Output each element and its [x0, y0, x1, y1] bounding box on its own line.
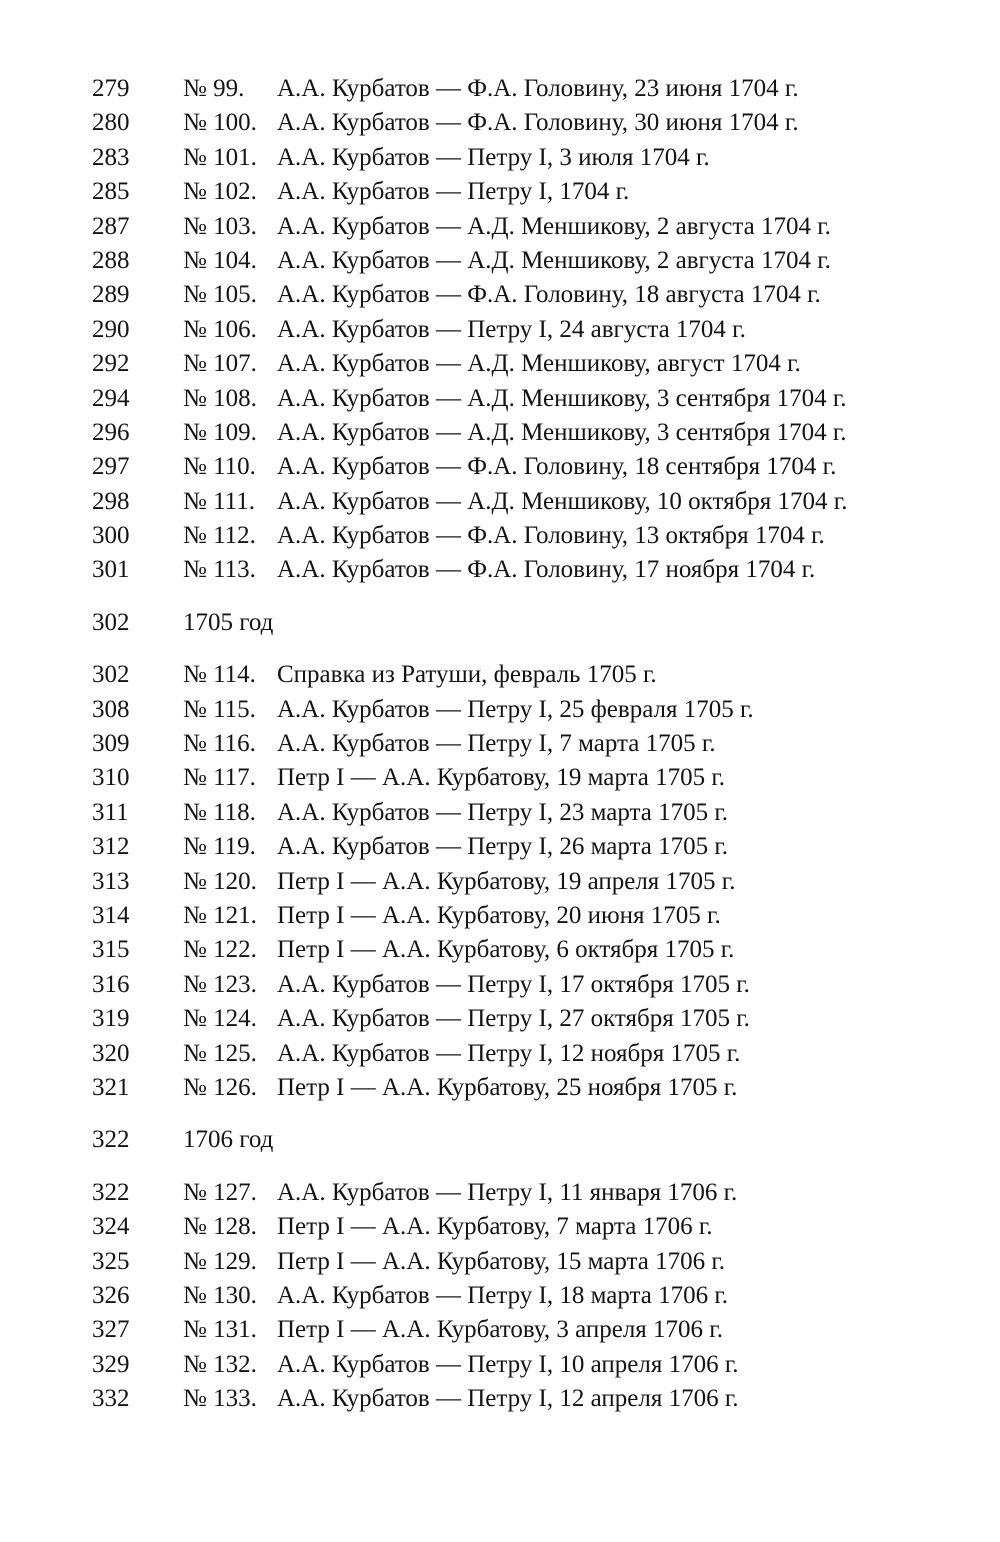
page-number: 311 [92, 798, 129, 826]
entry-title: А.А. Курбатов — Петру I, 17 октября 1705 г. [277, 970, 750, 998]
document-number: № 126. [183, 1073, 257, 1101]
page-number: 280 [92, 109, 130, 137]
entry-title: А.А. Курбатов — Петру I, 11 января 1706 г. [277, 1178, 738, 1206]
page-number: 296 [92, 418, 130, 446]
document-number: № 100. [183, 109, 257, 137]
toc-entry [0, 658, 1000, 692]
page-number: 324 [92, 1213, 130, 1241]
year-title: 1705 год [183, 608, 274, 636]
page-number: 289 [92, 281, 130, 309]
page-number: 321 [92, 1073, 130, 1101]
document-number: № 102. [183, 178, 257, 206]
entry-title: А.А. Курбатов — Петру I, 7 марта 1705 г. [277, 730, 716, 758]
page-number: 310 [92, 764, 130, 792]
page-number: 309 [92, 730, 130, 758]
page-number: 287 [92, 212, 130, 240]
toc-entry [0, 1071, 1000, 1105]
toc-entry [0, 865, 1000, 899]
document-number: № 103. [183, 212, 257, 240]
document-number: № 125. [183, 1039, 257, 1067]
entry-title: А.А. Курбатов — Ф.А. Головину, 23 июня 1704 г. [277, 75, 799, 102]
year-heading-1706 [0, 1123, 1000, 1157]
toc-entry [0, 761, 1000, 795]
toc-entry [0, 1313, 1000, 1347]
page-number: 322 [92, 1178, 130, 1206]
entry-title: Петр I — А.А. Курбатову, 3 апреля 1706 г. [277, 1316, 723, 1344]
page-number: 292 [92, 350, 130, 378]
document-number: № 115. [183, 695, 256, 723]
page-number: 327 [92, 1316, 130, 1344]
page-number: 302 [92, 661, 130, 689]
entry-title: А.А. Курбатов — Ф.А. Головину, 17 ноября 1704 г. [277, 556, 816, 584]
toc-entry [0, 1002, 1000, 1036]
section-gap [0, 1105, 1000, 1123]
page-number: 319 [92, 1005, 130, 1033]
entry-title: А.А. Курбатов — Петру I, 3 июля 1704 г. [277, 143, 710, 171]
page-number: 297 [92, 453, 130, 481]
page-number: 290 [92, 315, 130, 343]
page-number: 314 [92, 901, 130, 929]
toc-entry [0, 553, 1000, 587]
section-1704 [0, 72, 1000, 588]
toc-entry [0, 1245, 1000, 1279]
document-number: № 133. [183, 1385, 257, 1413]
document-number: № 119. [183, 833, 256, 861]
page-number: 313 [92, 867, 130, 895]
entry-title: Петр I — А.А. Курбатову, 19 апреля 1705 г. [277, 867, 736, 895]
document-number: № 110. [183, 453, 256, 481]
entry-title: А.А. Курбатов — А.Д. Меншикову, 2 августа 1704 г. [277, 212, 831, 240]
entry-title: Петр I — А.А. Курбатову, 20 июня 1705 г. [277, 901, 721, 929]
toc-entry [0, 175, 1000, 209]
document-number: № 117. [183, 764, 256, 792]
document-number: № 116. [183, 730, 256, 758]
document-number: № 123. [183, 970, 257, 998]
toc-entry [0, 899, 1000, 933]
entry-title: А.А. Курбатов — Петру I, 24 августа 1704 г. [277, 315, 746, 343]
entry-title: Петр I — А.А. Курбатову, 7 марта 1706 г. [277, 1213, 713, 1241]
page-number: 322 [92, 1126, 130, 1154]
entry-title: Петр I — А.А. Курбатову, 19 марта 1705 г. [277, 764, 725, 792]
toc-entry [0, 519, 1000, 553]
toc-entry [0, 313, 1000, 347]
table-of-contents [0, 72, 1000, 1416]
page-number: 285 [92, 178, 130, 206]
entry-title: А.А. Курбатов — Ф.А. Головину, 30 июня 1704 г. [277, 109, 799, 137]
document-number: № 121. [183, 901, 257, 929]
document-number: № 130. [183, 1281, 257, 1309]
entry-title: А.А. Курбатов — А.Д. Меншикову, 10 октября 1704 г. [277, 487, 848, 515]
document-number: № 106. [183, 315, 257, 343]
entry-title: А.А. Курбатов — Петру I, 26 марта 1705 г. [277, 833, 729, 861]
page-number: 316 [92, 970, 130, 998]
document-number: № 107. [183, 350, 257, 378]
toc-entry [0, 693, 1000, 727]
entry-title: А.А. Курбатов — Петру I, 10 апреля 1706 г. [277, 1350, 739, 1378]
page-number: 329 [92, 1350, 130, 1378]
toc-entry [0, 244, 1000, 278]
page-number: 288 [92, 246, 130, 274]
page-number: 332 [92, 1385, 130, 1413]
entry-title: А.А. Курбатов — А.Д. Меншикову, 2 августа 1704 г. [277, 246, 831, 274]
document-number: № 118. [183, 798, 256, 826]
page-number: 325 [92, 1247, 130, 1275]
toc-entry [0, 1037, 1000, 1071]
page-number: 298 [92, 487, 130, 515]
section-1706 [0, 1176, 1000, 1417]
page-number: 326 [92, 1281, 130, 1309]
entry-title: А.А. Курбатов — Петру I, 25 февраля 1705 г. [277, 695, 754, 723]
page-number: 283 [92, 143, 130, 171]
entry-title: А.А. Курбатов — Петру I, 18 марта 1706 г. [277, 1281, 729, 1309]
document-number: № 128. [183, 1213, 257, 1241]
document-number: № 114. [183, 661, 256, 689]
entry-title: Петр I — А.А. Курбатову, 6 октября 1705 г. [277, 936, 735, 964]
entry-title: А.А. Курбатов — Петру I, 1704 г. [277, 178, 630, 206]
entry-title: Петр I — А.А. Курбатову, 25 ноября 1705 г. [277, 1073, 738, 1101]
entry-title: А.А. Курбатов — Петру I, 27 октября 1705 г. [277, 1005, 750, 1033]
document-number: № 124. [183, 1005, 257, 1033]
page-number: 308 [92, 695, 130, 723]
section-1705 [0, 658, 1000, 1105]
section-gap [0, 640, 1000, 658]
year-title: 1706 год [183, 1126, 274, 1154]
entry-title: А.А. Курбатов — А.Д. Меншикову, август 1704 г. [277, 350, 801, 378]
document-number: № 131. [183, 1316, 257, 1344]
entry-title: А.А. Курбатов — Петру I, 12 ноября 1705 г. [277, 1039, 741, 1067]
page-number: 279 [92, 75, 130, 102]
document-number: № 111. [183, 487, 255, 515]
toc-entry [0, 796, 1000, 830]
toc-entry [0, 450, 1000, 484]
toc-entry [0, 278, 1000, 312]
document-number: № 132. [183, 1350, 257, 1378]
document-number: № 122. [183, 936, 257, 964]
page-number: 320 [92, 1039, 130, 1067]
entry-title: А.А. Курбатов — Петру I, 23 марта 1705 г. [277, 798, 729, 826]
toc-entry [0, 1348, 1000, 1382]
entry-title: А.А. Курбатов — Ф.А. Головину, 13 октября 1704 г. [277, 522, 825, 550]
document-number: № 113. [183, 556, 256, 584]
page-number: 301 [92, 556, 130, 584]
entry-title: Петр I — А.А. Курбатову, 15 марта 1706 г. [277, 1247, 725, 1275]
document-number: № 99. [183, 75, 245, 102]
page-number: 315 [92, 936, 130, 964]
entry-title: А.А. Курбатов — А.Д. Меншикову, 3 сентября 1704 г. [277, 384, 847, 412]
toc-entry [0, 1210, 1000, 1244]
toc-entry [0, 416, 1000, 450]
toc-entry [0, 933, 1000, 967]
year-heading-1705 [0, 606, 1000, 640]
document-number: № 109. [183, 418, 257, 446]
document-number: № 112. [183, 522, 256, 550]
entry-title: А.А. Курбатов — Петру I, 12 апреля 1706 г. [277, 1385, 739, 1413]
toc-entry [0, 382, 1000, 416]
toc-entry [0, 1176, 1000, 1210]
entry-title: А.А. Курбатов — А.Д. Меншикову, 3 сентября 1704 г. [277, 418, 847, 446]
toc-entry [0, 1279, 1000, 1313]
toc-entry [0, 106, 1000, 140]
page-number: 294 [92, 384, 130, 412]
toc-entry [0, 1382, 1000, 1416]
document-number: № 127. [183, 1178, 257, 1206]
document-number: № 101. [183, 143, 257, 171]
toc-entry [0, 485, 1000, 519]
toc-entry [0, 968, 1000, 1002]
toc-entry [0, 830, 1000, 864]
document-number: № 120. [183, 867, 257, 895]
toc-entry [0, 727, 1000, 761]
section-gap [0, 588, 1000, 606]
page-number: 300 [92, 522, 130, 550]
page-number: 302 [92, 608, 130, 636]
entry-title: А.А. Курбатов — Ф.А. Головину, 18 сентября 1704 г. [277, 453, 837, 481]
document-number: № 129. [183, 1247, 257, 1275]
entry-title: Справка из Ратуши, февраль 1705 г. [277, 661, 657, 689]
toc-entry [0, 347, 1000, 381]
document-number: № 108. [183, 384, 257, 412]
page-number: 312 [92, 833, 130, 861]
document-number: № 104. [183, 246, 257, 274]
document-number: № 105. [183, 281, 257, 309]
toc-entry [0, 210, 1000, 244]
toc-entry [0, 141, 1000, 175]
entry-title: А.А. Курбатов — Ф.А. Головину, 18 августа 1704 г. [277, 281, 821, 309]
toc-entry [0, 72, 1000, 106]
section-gap [0, 1158, 1000, 1176]
